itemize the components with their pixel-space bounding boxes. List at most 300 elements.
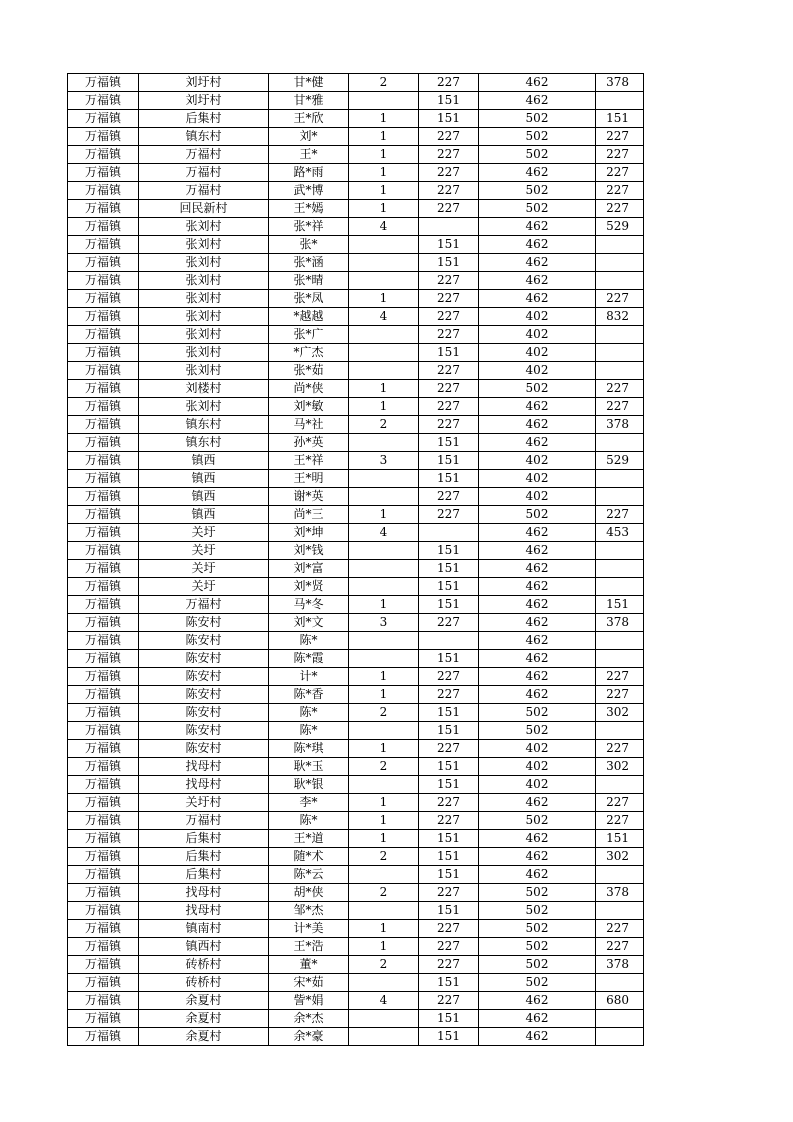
count-cell	[349, 560, 419, 578]
town-cell: 万福镇	[68, 884, 139, 902]
name-cell: 耿*银	[269, 776, 349, 794]
count-cell: 1	[349, 182, 419, 200]
count-cell: 2	[349, 848, 419, 866]
table-row	[68, 848, 644, 866]
total-cell: 227	[596, 938, 644, 956]
town-cell: 万福镇	[68, 614, 139, 632]
base-cell: 502	[479, 974, 596, 992]
total-cell: 227	[596, 668, 644, 686]
table-row	[68, 722, 644, 740]
base-cell: 462	[479, 272, 596, 290]
table-row	[68, 110, 644, 128]
total-cell	[596, 578, 644, 596]
name-cell: 訾*娟	[269, 992, 349, 1010]
table-row	[68, 398, 644, 416]
sub-cell: 227	[419, 146, 479, 164]
name-cell: 王*祥	[269, 452, 349, 470]
village-cell: 余夏村	[139, 1028, 269, 1046]
name-cell: *越越	[269, 308, 349, 326]
name-cell: 宋*茹	[269, 974, 349, 992]
sub-cell: 227	[419, 182, 479, 200]
sub-cell: 151	[419, 650, 479, 668]
town-cell: 万福镇	[68, 236, 139, 254]
name-cell: 甘*健	[269, 74, 349, 92]
sub-cell: 151	[419, 866, 479, 884]
total-cell	[596, 488, 644, 506]
village-cell: 回民新村	[139, 200, 269, 218]
base-cell: 462	[479, 668, 596, 686]
sub-cell: 227	[419, 362, 479, 380]
name-cell: 马*社	[269, 416, 349, 434]
table-row	[68, 992, 644, 1010]
count-cell: 2	[349, 704, 419, 722]
town-cell: 万福镇	[68, 506, 139, 524]
name-cell: 张*茹	[269, 362, 349, 380]
count-cell: 1	[349, 920, 419, 938]
town-cell: 万福镇	[68, 578, 139, 596]
total-cell	[596, 776, 644, 794]
table-row	[68, 308, 644, 326]
count-cell	[349, 974, 419, 992]
village-cell: 刘楼村	[139, 380, 269, 398]
base-cell: 462	[479, 1010, 596, 1028]
table-row	[68, 236, 644, 254]
town-cell: 万福镇	[68, 524, 139, 542]
sub-cell: 151	[419, 776, 479, 794]
town-cell: 万福镇	[68, 686, 139, 704]
base-cell: 462	[479, 92, 596, 110]
table-row	[68, 560, 644, 578]
total-cell: 227	[596, 290, 644, 308]
sub-cell: 227	[419, 956, 479, 974]
base-cell: 462	[479, 848, 596, 866]
sub-cell: 227	[419, 74, 479, 92]
sub-cell: 227	[419, 686, 479, 704]
count-cell: 1	[349, 380, 419, 398]
name-cell: 陈*	[269, 812, 349, 830]
total-cell	[596, 902, 644, 920]
sub-cell: 151	[419, 1010, 479, 1028]
name-cell: 陈*香	[269, 686, 349, 704]
total-cell	[596, 92, 644, 110]
table-row	[68, 254, 644, 272]
town-cell: 万福镇	[68, 1010, 139, 1028]
village-cell: 找母村	[139, 884, 269, 902]
base-cell: 462	[479, 992, 596, 1010]
total-cell	[596, 254, 644, 272]
sub-cell: 151	[419, 470, 479, 488]
sub-cell: 151	[419, 560, 479, 578]
name-cell: 王*嫣	[269, 200, 349, 218]
town-cell: 万福镇	[68, 902, 139, 920]
name-cell: 张*涵	[269, 254, 349, 272]
base-cell: 402	[479, 776, 596, 794]
base-cell: 462	[479, 578, 596, 596]
table-row	[68, 416, 644, 434]
base-cell: 502	[479, 902, 596, 920]
village-cell: 刘圩村	[139, 74, 269, 92]
village-cell: 万福村	[139, 182, 269, 200]
base-cell: 462	[479, 866, 596, 884]
base-cell: 402	[479, 758, 596, 776]
name-cell: 刘*坤	[269, 524, 349, 542]
base-cell: 462	[479, 1028, 596, 1046]
base-cell: 502	[479, 128, 596, 146]
village-cell: 陈安村	[139, 650, 269, 668]
total-cell: 151	[596, 110, 644, 128]
table-row	[68, 272, 644, 290]
town-cell: 万福镇	[68, 254, 139, 272]
town-cell: 万福镇	[68, 560, 139, 578]
base-cell: 502	[479, 722, 596, 740]
sub-cell: 151	[419, 704, 479, 722]
town-cell: 万福镇	[68, 92, 139, 110]
total-cell: 378	[596, 614, 644, 632]
town-cell: 万福镇	[68, 812, 139, 830]
total-cell	[596, 632, 644, 650]
total-cell: 227	[596, 794, 644, 812]
total-cell	[596, 650, 644, 668]
village-cell: 镇西	[139, 506, 269, 524]
sub-cell: 151	[419, 596, 479, 614]
count-cell	[349, 776, 419, 794]
name-cell: 孙*英	[269, 434, 349, 452]
town-cell: 万福镇	[68, 164, 139, 182]
sub-cell: 227	[419, 938, 479, 956]
base-cell: 462	[479, 614, 596, 632]
base-cell: 402	[479, 452, 596, 470]
village-cell: 张刘村	[139, 236, 269, 254]
village-cell: 万福村	[139, 596, 269, 614]
count-cell: 1	[349, 668, 419, 686]
table-row	[68, 866, 644, 884]
village-cell: 张刘村	[139, 308, 269, 326]
village-cell: 陈安村	[139, 614, 269, 632]
base-cell: 462	[479, 164, 596, 182]
count-cell: 4	[349, 218, 419, 236]
village-cell: 后集村	[139, 848, 269, 866]
base-cell: 502	[479, 200, 596, 218]
base-cell: 462	[479, 416, 596, 434]
table-row	[68, 506, 644, 524]
sub-cell: 151	[419, 452, 479, 470]
base-cell: 402	[479, 362, 596, 380]
base-cell: 402	[479, 308, 596, 326]
count-cell: 1	[349, 938, 419, 956]
base-cell: 462	[479, 830, 596, 848]
base-cell: 462	[479, 686, 596, 704]
count-cell: 1	[349, 686, 419, 704]
village-cell: 后集村	[139, 830, 269, 848]
base-cell: 462	[479, 398, 596, 416]
town-cell: 万福镇	[68, 128, 139, 146]
count-cell: 2	[349, 416, 419, 434]
table-row	[68, 218, 644, 236]
base-cell: 502	[479, 938, 596, 956]
name-cell: 董*	[269, 956, 349, 974]
base-cell: 462	[479, 218, 596, 236]
base-cell: 462	[479, 794, 596, 812]
name-cell: 刘*敏	[269, 398, 349, 416]
table-row	[68, 776, 644, 794]
total-cell: 378	[596, 884, 644, 902]
table-row	[68, 488, 644, 506]
village-cell: 镇西村	[139, 938, 269, 956]
town-cell: 万福镇	[68, 974, 139, 992]
count-cell	[349, 1028, 419, 1046]
sub-cell: 227	[419, 884, 479, 902]
count-cell	[349, 326, 419, 344]
total-cell	[596, 470, 644, 488]
total-cell: 227	[596, 398, 644, 416]
base-cell: 402	[479, 488, 596, 506]
total-cell: 227	[596, 740, 644, 758]
count-cell	[349, 578, 419, 596]
name-cell: 王*浩	[269, 938, 349, 956]
village-cell: 张刘村	[139, 272, 269, 290]
total-cell: 227	[596, 686, 644, 704]
town-cell: 万福镇	[68, 398, 139, 416]
count-cell	[349, 650, 419, 668]
base-cell: 402	[479, 326, 596, 344]
town-cell: 万福镇	[68, 632, 139, 650]
count-cell: 3	[349, 452, 419, 470]
base-cell: 502	[479, 956, 596, 974]
count-cell	[349, 902, 419, 920]
table-row	[68, 74, 644, 92]
sub-cell: 227	[419, 416, 479, 434]
town-cell: 万福镇	[68, 200, 139, 218]
name-cell: 计*	[269, 668, 349, 686]
table-row	[68, 884, 644, 902]
total-cell: 227	[596, 506, 644, 524]
base-cell: 462	[479, 236, 596, 254]
name-cell: 陈*	[269, 722, 349, 740]
village-cell: 关圩	[139, 560, 269, 578]
total-cell	[596, 560, 644, 578]
sub-cell: 227	[419, 920, 479, 938]
table-row	[68, 1028, 644, 1046]
sub-cell: 151	[419, 542, 479, 560]
name-cell: 张*	[269, 236, 349, 254]
town-cell: 万福镇	[68, 110, 139, 128]
village-cell: 张刘村	[139, 362, 269, 380]
count-cell: 1	[349, 200, 419, 218]
base-cell: 502	[479, 704, 596, 722]
name-cell: *广杰	[269, 344, 349, 362]
total-cell: 529	[596, 218, 644, 236]
base-cell: 502	[479, 182, 596, 200]
table-row	[68, 938, 644, 956]
total-cell	[596, 722, 644, 740]
sub-cell: 151	[419, 1028, 479, 1046]
town-cell: 万福镇	[68, 146, 139, 164]
sub-cell: 227	[419, 992, 479, 1010]
total-cell	[596, 236, 644, 254]
town-cell: 万福镇	[68, 362, 139, 380]
table-row	[68, 362, 644, 380]
name-cell: 余*杰	[269, 1010, 349, 1028]
count-cell	[349, 866, 419, 884]
town-cell: 万福镇	[68, 650, 139, 668]
town-cell: 万福镇	[68, 272, 139, 290]
table-row	[68, 632, 644, 650]
sub-cell: 151	[419, 434, 479, 452]
name-cell: 张*广	[269, 326, 349, 344]
table-row	[68, 974, 644, 992]
base-cell: 502	[479, 812, 596, 830]
count-cell: 1	[349, 146, 419, 164]
count-cell	[349, 542, 419, 560]
village-cell: 刘圩村	[139, 92, 269, 110]
town-cell: 万福镇	[68, 758, 139, 776]
sub-cell: 227	[419, 812, 479, 830]
village-cell: 砖桥村	[139, 974, 269, 992]
table-row	[68, 596, 644, 614]
name-cell: 余*豪	[269, 1028, 349, 1046]
name-cell: 武*博	[269, 182, 349, 200]
count-cell: 1	[349, 128, 419, 146]
table-row	[68, 668, 644, 686]
town-cell: 万福镇	[68, 920, 139, 938]
table-row	[68, 740, 644, 758]
total-cell: 227	[596, 182, 644, 200]
count-cell: 1	[349, 596, 419, 614]
sub-cell: 227	[419, 308, 479, 326]
table-body	[68, 74, 644, 1046]
town-cell: 万福镇	[68, 722, 139, 740]
sub-cell: 227	[419, 668, 479, 686]
base-cell: 462	[479, 542, 596, 560]
count-cell	[349, 632, 419, 650]
name-cell: 张*祥	[269, 218, 349, 236]
sub-cell: 227	[419, 794, 479, 812]
village-cell: 镇东村	[139, 416, 269, 434]
sub-cell	[419, 524, 479, 542]
sub-cell: 227	[419, 272, 479, 290]
count-cell	[349, 434, 419, 452]
village-cell: 张刘村	[139, 344, 269, 362]
name-cell: 张*晴	[269, 272, 349, 290]
sub-cell: 227	[419, 326, 479, 344]
sub-cell: 151	[419, 974, 479, 992]
base-cell: 462	[479, 596, 596, 614]
records-table	[67, 73, 644, 1046]
count-cell	[349, 722, 419, 740]
count-cell	[349, 362, 419, 380]
town-cell: 万福镇	[68, 380, 139, 398]
sub-cell: 151	[419, 830, 479, 848]
count-cell: 1	[349, 164, 419, 182]
village-cell: 余夏村	[139, 992, 269, 1010]
name-cell: 李*	[269, 794, 349, 812]
total-cell: 227	[596, 920, 644, 938]
village-cell: 陈安村	[139, 722, 269, 740]
town-cell: 万福镇	[68, 344, 139, 362]
count-cell	[349, 1010, 419, 1028]
base-cell: 502	[479, 110, 596, 128]
total-cell	[596, 866, 644, 884]
town-cell: 万福镇	[68, 938, 139, 956]
count-cell: 1	[349, 110, 419, 128]
table-row	[68, 830, 644, 848]
base-cell: 402	[479, 470, 596, 488]
total-cell: 378	[596, 74, 644, 92]
town-cell: 万福镇	[68, 452, 139, 470]
total-cell	[596, 1010, 644, 1028]
sub-cell: 151	[419, 902, 479, 920]
total-cell	[596, 974, 644, 992]
town-cell: 万福镇	[68, 434, 139, 452]
name-cell: 刘*	[269, 128, 349, 146]
table-row	[68, 200, 644, 218]
base-cell: 462	[479, 632, 596, 650]
total-cell	[596, 1028, 644, 1046]
name-cell: 刘*钱	[269, 542, 349, 560]
name-cell: 邹*杰	[269, 902, 349, 920]
total-cell	[596, 542, 644, 560]
table-row	[68, 146, 644, 164]
sub-cell: 151	[419, 92, 479, 110]
name-cell: 王*欣	[269, 110, 349, 128]
total-cell: 302	[596, 848, 644, 866]
sub-cell: 227	[419, 164, 479, 182]
name-cell: 胡*侠	[269, 884, 349, 902]
town-cell: 万福镇	[68, 866, 139, 884]
name-cell: 陈*琪	[269, 740, 349, 758]
total-cell: 453	[596, 524, 644, 542]
village-cell: 万福村	[139, 812, 269, 830]
name-cell: 随*术	[269, 848, 349, 866]
count-cell: 1	[349, 290, 419, 308]
town-cell: 万福镇	[68, 290, 139, 308]
sub-cell: 151	[419, 578, 479, 596]
count-cell: 2	[349, 758, 419, 776]
village-cell: 镇南村	[139, 920, 269, 938]
table-row	[68, 164, 644, 182]
village-cell: 镇东村	[139, 434, 269, 452]
table-row	[68, 452, 644, 470]
table-row	[68, 758, 644, 776]
village-cell: 镇西	[139, 470, 269, 488]
table-row	[68, 956, 644, 974]
count-cell	[349, 344, 419, 362]
count-cell: 2	[349, 74, 419, 92]
town-cell: 万福镇	[68, 218, 139, 236]
total-cell: 227	[596, 380, 644, 398]
name-cell: 谢*英	[269, 488, 349, 506]
name-cell: 王*明	[269, 470, 349, 488]
total-cell: 227	[596, 812, 644, 830]
sub-cell: 151	[419, 344, 479, 362]
name-cell: 张*凤	[269, 290, 349, 308]
village-cell: 陈安村	[139, 668, 269, 686]
village-cell: 张刘村	[139, 218, 269, 236]
count-cell: 2	[349, 956, 419, 974]
sub-cell: 151	[419, 254, 479, 272]
count-cell	[349, 92, 419, 110]
village-cell: 陈安村	[139, 704, 269, 722]
town-cell: 万福镇	[68, 848, 139, 866]
base-cell: 462	[479, 74, 596, 92]
total-cell: 151	[596, 596, 644, 614]
base-cell: 462	[479, 290, 596, 308]
sub-cell: 151	[419, 848, 479, 866]
sub-cell	[419, 218, 479, 236]
town-cell: 万福镇	[68, 326, 139, 344]
total-cell: 227	[596, 200, 644, 218]
count-cell: 4	[349, 308, 419, 326]
